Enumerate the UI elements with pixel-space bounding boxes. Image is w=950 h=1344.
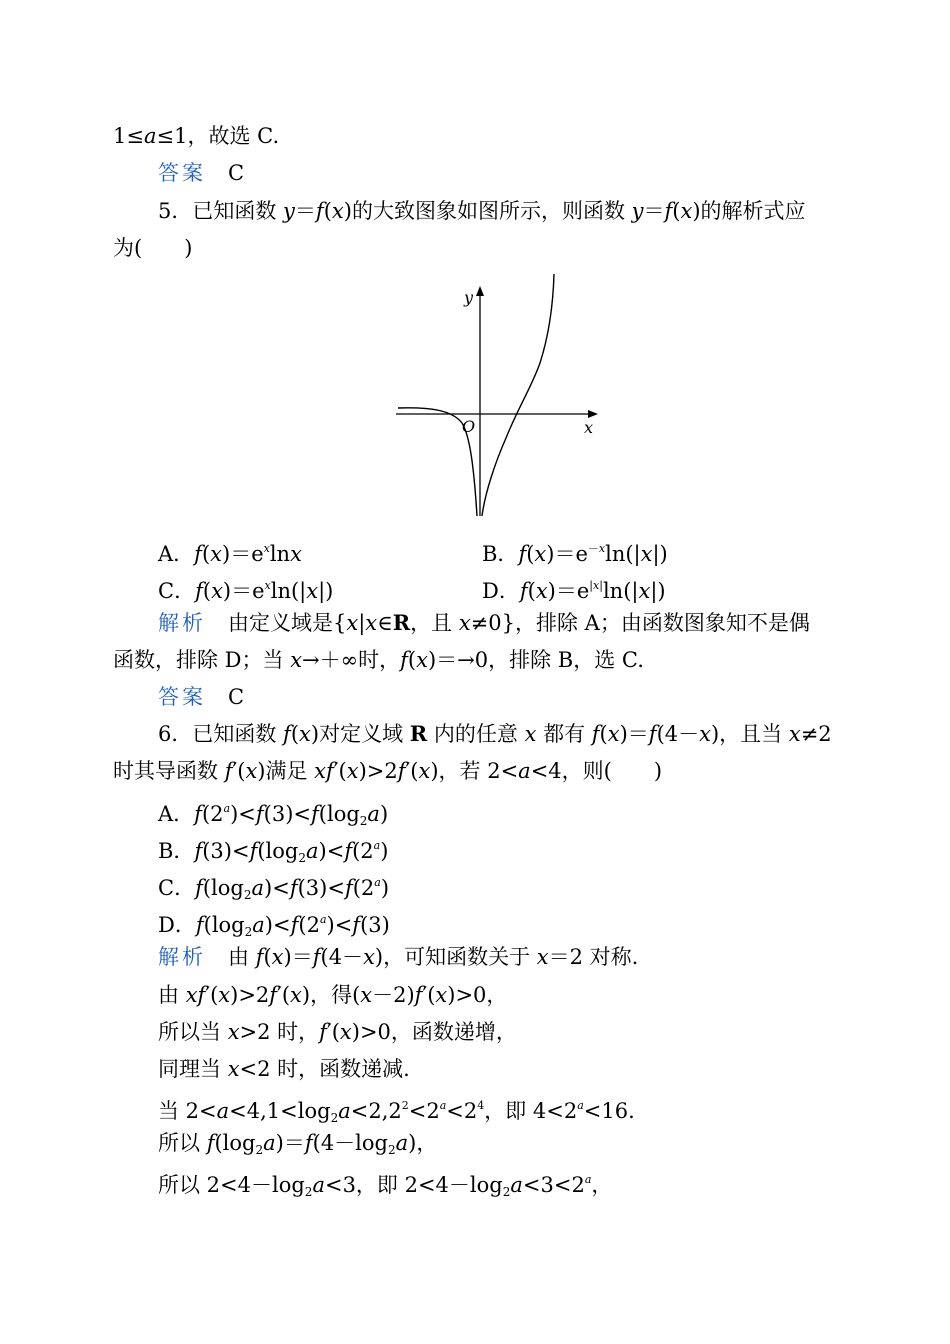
solution-q6-line4: 同理当 x<2 时，函数递减. (158, 1057, 410, 1081)
question-5-text: 5．已知函数 y＝f(x)的大致图象如图所示，则函数 y＝f(x)的解析式应 (158, 199, 806, 223)
q6-option-c: C．$f(\log_2a)<f(3)<f(2^a)$ (158, 876, 390, 902)
q6-option-a: A．$f(2^a)<f(3)<f(\log_2a)$ (158, 802, 389, 828)
y-axis-arrow-icon (476, 286, 484, 296)
y-axis-label: y (464, 288, 474, 307)
answer-q5 (158, 682, 244, 712)
answer-label: 答案 (158, 685, 206, 709)
solution-q6-line2: 由 xf′(x)>2f′(x)，得(x－2)f′(x)>0， (158, 983, 508, 1007)
function-graph (390, 268, 610, 520)
solution-label: 解析 (158, 611, 206, 635)
answer-value: C (228, 161, 245, 185)
answer-label: 答案 (158, 161, 206, 185)
x-axis-arrow-icon (588, 410, 598, 418)
line-1-conclusion: 1≤a≤1，故选 C. (113, 124, 280, 148)
origin-label: O (462, 417, 476, 436)
answer-value: C (228, 685, 245, 709)
q6-option-b: B．$f(3)<f(\log_2a)<f(2^a)$ (158, 839, 389, 865)
solution-q5-line2: 函数，排除 D；当 x→＋∞时，f(x)＝→0，排除 B，选 C. (113, 648, 644, 672)
q5-option-b: B．$f(x)=e^{-x}\ln(|x|)$ (482, 542, 668, 566)
solution-q6-line3: 所以当 x>2 时，f′(x)>0，函数递增， (158, 1020, 517, 1044)
solution-label: 解析 (158, 945, 206, 969)
solution-q6-line6: 所以 $f(\log_2a)=f(4-\log_2a)$， (158, 1131, 438, 1157)
question-6-text: 6．已知函数 f(x)对定义域 R 内的任意 x 都有 f(x)＝f(4－x)，且当 x≠2 (158, 721, 832, 746)
solution-q6-line1: 解析 由 f(x)＝f(4－x)，可知函数关于 x＝2 对称. (158, 945, 639, 969)
q5-option-a: A．$f(x)=e^x\ln x$ (158, 542, 302, 566)
x-axis-label: x (584, 418, 594, 437)
q6-option-d: D．$f(\log_2a)<f(2^a)<f(3)$ (158, 913, 390, 939)
question-5-text-cont: 为( ) (113, 236, 193, 260)
q5-option-c: C．$f(x)=e^x\ln(|x|)$ (158, 579, 334, 603)
curve-right-branch (482, 274, 554, 516)
solution-q6-line5: 当 $2<a<4,1<\log_2a<2,2^2<2^a<2^4$，即 $4<2^a<16$. (158, 1099, 635, 1125)
solution-q6-line7: 所以 $2<4-\log_2a<3$，即 $2<4-\log_2a<3<2^a$， (158, 1173, 613, 1199)
answer-q4 (158, 158, 244, 188)
solution-q5-line1: 解析 由定义域是{x|x∈R，且 x≠0}，排除 A；由函数图象知不是偶 (158, 610, 810, 635)
q5-option-d: D．$f(x)=e^{|x|}\ln(|x|)$ (482, 579, 666, 603)
question-6-text-cont: 时其导函数 f′(x)满足 xf′(x)>2f′(x)，若 2<a<4，则( ) (113, 759, 663, 783)
